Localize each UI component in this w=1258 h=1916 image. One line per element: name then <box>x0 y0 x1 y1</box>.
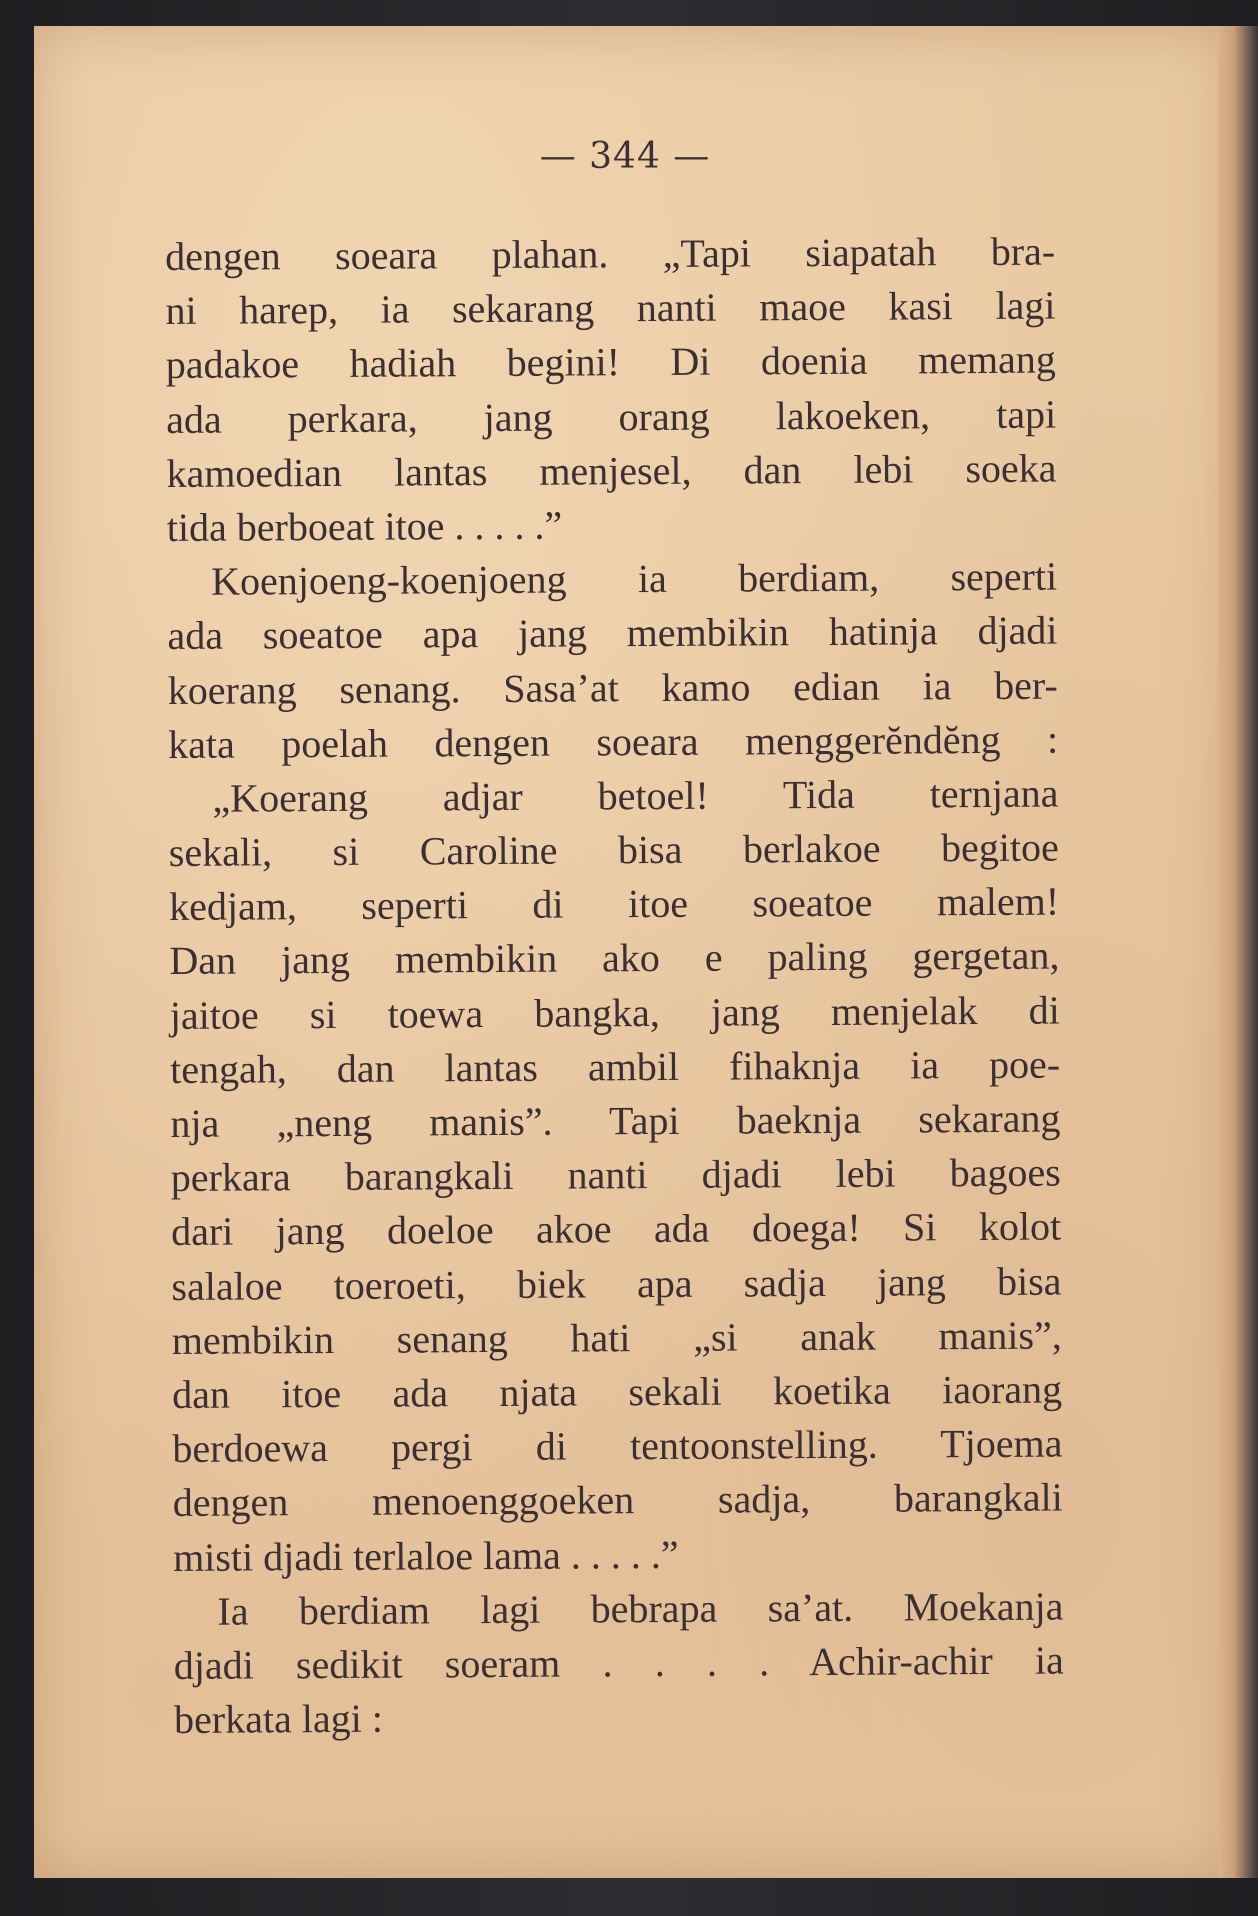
body-text <box>165 225 1064 1748</box>
text-line: sekali, si Caroline bisa berlakoe begitoe <box>168 824 1059 876</box>
text-line: misti djadi terlaloe lama . . . . .” <box>172 1531 679 1580</box>
text-line: dengen soeara plahan. „Tapi siapatah bra- <box>165 228 1056 279</box>
text-line: ada soeatoe apa jang membikin hatinja djadi <box>167 607 1058 659</box>
text-line: koerang senang. Sasa’at kamo edian ia ber- <box>167 662 1058 713</box>
text-line: dengen menoenggoeken sadja, barangkali <box>172 1474 1063 1526</box>
text-line: tengah, dan lantas ambil fihaknja ia poe- <box>169 1041 1061 1092</box>
text-line: nja „neng manis”. Tapi baeknja sekarang <box>170 1095 1061 1146</box>
text-line: ada perkara, jang orang lakoeken, tapi <box>166 391 1057 442</box>
text-line: Dan jang membikin ako e paling gergetan, <box>169 932 1060 984</box>
text-line: kamoedian lantas menjesel, dan lebi soeka <box>166 445 1057 496</box>
text-line: perkara barangkali nanti djadi lebi bagoes <box>170 1149 1061 1201</box>
text-line: dari jang doeloe akoe ada doega! Si kolot <box>170 1203 1062 1255</box>
text-line: berkata lagi : <box>173 1695 384 1743</box>
text-line: kata poelah dengen soeara menggerĕndĕng : <box>168 716 1059 767</box>
page-edge <box>1218 26 1258 1878</box>
text-line: djadi sedikit soeram . . . . Achir-achir ia <box>173 1637 1064 1688</box>
text-line: tida berboeat itoe . . . . .” <box>166 502 563 550</box>
text-line: dan itoe ada njata sekali koetika iaorang <box>171 1366 1063 1417</box>
text-line: Koenjoeng-koenjoeng ia berdiam, seperti <box>211 553 1058 604</box>
text-line: ni harep, ia sekarang nanti maoe kasi lagi <box>165 282 1056 334</box>
text-line: kedjam, seperti di itoe soeatoe malem! <box>168 878 1060 930</box>
text-line: „Koerang adjar betoel! Tida ternjana <box>212 770 1059 821</box>
text-line: berdoewa pergi di tentoonstelling. Tjoema <box>172 1420 1063 1472</box>
text-line: Ia berdiam lagi bebrapa sa’at. Moekanja <box>217 1583 1064 1634</box>
text-line: salaloe toeroeti, biek apa sadja jang bisa <box>171 1258 1062 1309</box>
text-line: membikin senang hati „si anak manis”, <box>171 1312 1062 1363</box>
text-line: jaitoe si toewa bangka, jang menjelak di <box>169 987 1060 1038</box>
text-line: padakoe hadiah begini! Di doenia memang <box>165 336 1056 388</box>
page-number: — 344 — <box>539 136 711 177</box>
